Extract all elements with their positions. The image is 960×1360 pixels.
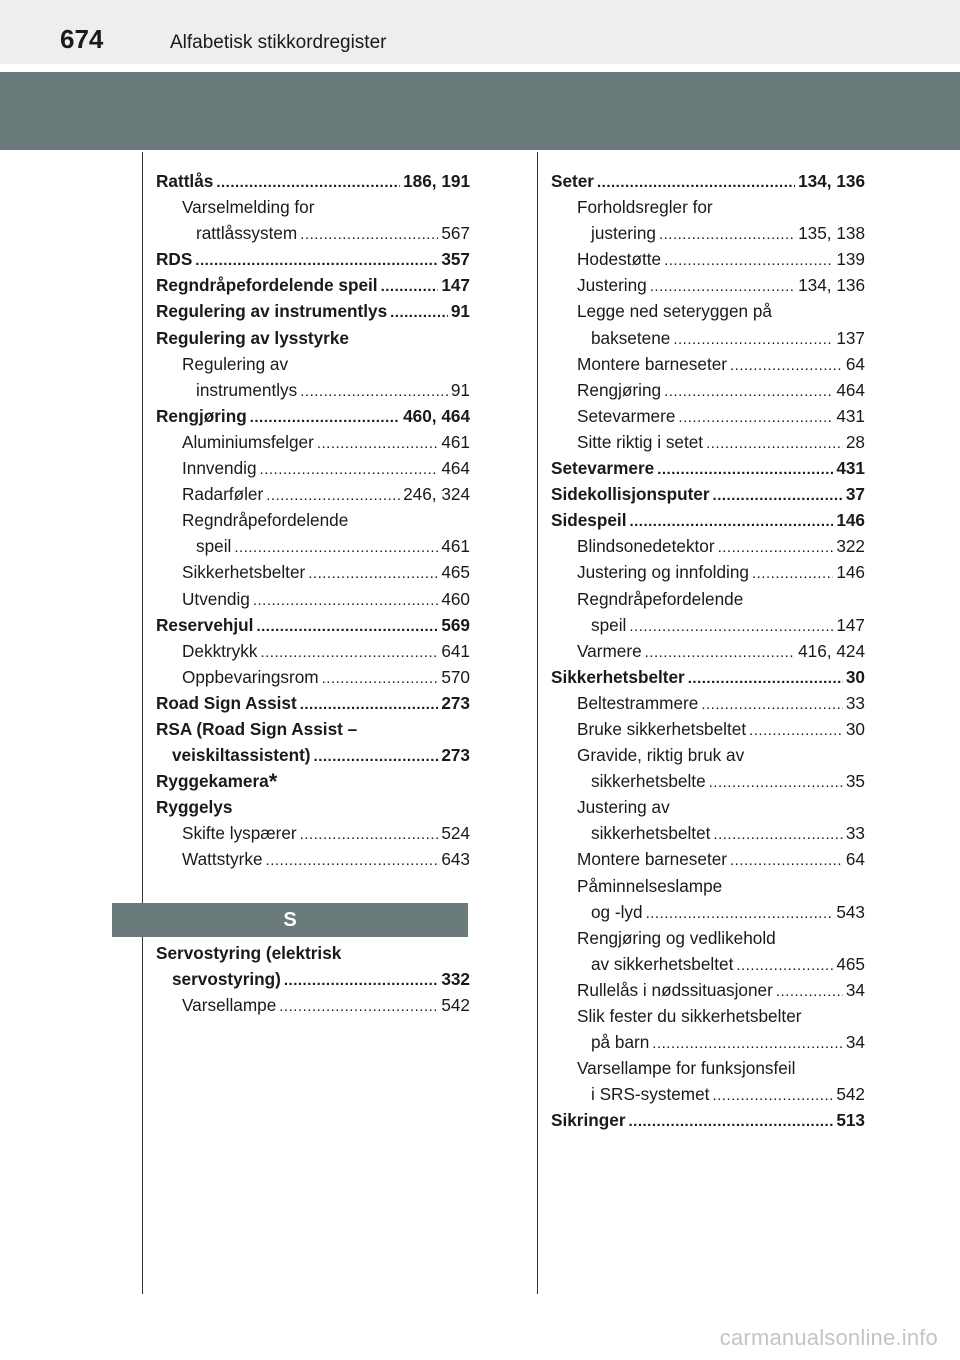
index-entry <box>551 586 865 612</box>
dot-leader <box>300 379 448 405</box>
index-entry <box>156 194 470 220</box>
page-reference: 641 <box>441 640 470 661</box>
index-term: Radarføler <box>182 484 264 505</box>
page-reference: 464 <box>836 379 865 400</box>
index-column-right <box>551 168 865 1133</box>
page-reference: 37 <box>845 484 865 505</box>
section-header-s: S <box>112 903 468 937</box>
dot-leader <box>688 666 843 692</box>
page-reference: 134, 136 <box>798 171 865 191</box>
index-term: Rengjøring <box>577 379 662 400</box>
footer-watermark: carmanualsonline.info <box>719 1325 938 1350</box>
index-entry <box>156 429 470 455</box>
index-entry <box>551 690 865 716</box>
index-entry <box>156 220 470 246</box>
index-term: RDS <box>156 249 193 270</box>
index-entry <box>156 586 470 612</box>
index-term: Varsellampe for funksjonsfeil <box>577 1058 796 1079</box>
index-entry <box>156 455 470 481</box>
header-bar <box>0 0 960 64</box>
page-reference: 643 <box>441 849 470 870</box>
dot-leader <box>629 614 833 640</box>
dot-leader <box>673 327 833 353</box>
index-term: Oppbevaringsrom <box>182 666 319 687</box>
dot-leader <box>629 509 833 535</box>
index-term: Blindsonedetektor <box>577 536 715 557</box>
index-term: Reservehjul <box>156 614 254 635</box>
page-reference: 357 <box>441 249 470 270</box>
index-term: Hodestøtte <box>577 249 662 270</box>
dot-leader <box>629 1109 834 1135</box>
index-term: Bruke sikkerhetsbeltet <box>577 718 747 739</box>
index-term: Ryggelys <box>156 797 233 818</box>
index-term: Sikkerhetsbelter <box>551 666 685 687</box>
dot-leader <box>678 405 833 431</box>
page-reference: 273 <box>441 745 470 766</box>
index-term: Justering av <box>577 797 670 818</box>
index-entry <box>551 768 865 794</box>
index-entry <box>551 377 865 403</box>
index-term: på barn <box>591 1032 650 1053</box>
index-entry <box>156 507 470 533</box>
page-reference: 30 <box>845 666 865 687</box>
index-entry <box>156 272 470 298</box>
index-term: RSA (Road Sign Assist – <box>156 718 358 739</box>
index-entry: Ryggekamera * <box>156 769 278 795</box>
index-term: sikkerhetsbelte <box>591 771 706 792</box>
index-term: og -lyd <box>591 901 643 922</box>
page-reference: 146 <box>836 562 865 583</box>
index-entry <box>551 1055 865 1081</box>
index-entry <box>551 1081 865 1107</box>
index-term: justering <box>591 223 656 244</box>
dot-leader <box>713 483 843 509</box>
index-term: Sidespeil <box>551 510 627 531</box>
index-term: Dekktrykk <box>182 640 258 661</box>
page-reference: 246, 324 <box>403 484 470 505</box>
index-entry <box>156 664 470 690</box>
page-reference: 147 <box>441 275 470 296</box>
dot-leader <box>730 353 843 379</box>
index-entry <box>551 794 865 820</box>
dot-leader <box>234 535 438 561</box>
page-reference: 570 <box>441 666 470 687</box>
dot-leader <box>712 1083 833 1109</box>
index-term: Varselmelding for <box>182 197 315 218</box>
page-reference: 460, 464 <box>403 405 470 426</box>
index-entry <box>551 246 865 272</box>
dot-leader <box>322 666 439 692</box>
dot-leader <box>300 822 439 848</box>
index-entry <box>156 168 470 194</box>
dot-leader <box>314 744 439 770</box>
dot-leader <box>664 248 833 274</box>
index-entry <box>551 638 865 664</box>
index-entry <box>156 992 470 1018</box>
dot-leader <box>300 692 439 718</box>
index-term: Utvendig <box>182 588 250 609</box>
index-entry <box>551 977 865 1003</box>
index-column-left-s <box>156 940 470 1018</box>
page-reference: 64 <box>845 353 865 374</box>
index-term: Skifte lyspærer <box>182 823 297 844</box>
dot-leader <box>664 379 833 405</box>
index-entry <box>551 873 865 899</box>
index-term: speil <box>591 614 627 635</box>
index-entry <box>156 559 470 585</box>
index-entry <box>551 455 865 481</box>
index-term: Regndråpefordelende speil <box>156 275 378 296</box>
page-reference: 186, 191 <box>403 171 470 191</box>
page-reference: 416, 424 <box>798 640 865 661</box>
left-divider <box>142 152 143 1294</box>
index-term: Rattlås <box>156 171 214 191</box>
page-reference: 34 <box>845 979 865 1000</box>
index-term: Sikkerhetsbelter <box>182 562 306 583</box>
index-term: Varmere <box>577 640 642 661</box>
index-term: av sikkerhetsbeltet <box>591 953 734 974</box>
index-term: Regulering av <box>182 353 289 374</box>
index-entry <box>156 820 470 846</box>
index-entry <box>156 846 470 872</box>
index-entry <box>551 925 865 951</box>
index-entry <box>156 246 470 272</box>
index-entry <box>156 298 470 324</box>
index-entry <box>551 403 865 429</box>
dot-leader <box>718 535 834 561</box>
dot-leader <box>736 953 833 979</box>
page-reference: 273 <box>441 692 470 713</box>
page-reference: 28 <box>845 431 865 452</box>
index-term: Seter <box>551 171 594 191</box>
index-list-s <box>156 940 470 1018</box>
index-entry <box>551 481 865 507</box>
dot-leader <box>317 431 438 457</box>
page-number: 674 <box>60 24 104 54</box>
page-reference: 567 <box>441 223 470 244</box>
index-term: sikkerhetsbeltet <box>591 823 711 844</box>
page-reference: 139 <box>836 249 865 270</box>
page-reference: 146 <box>836 510 865 531</box>
page-reference: 332 <box>441 969 470 990</box>
index-term: Forholdsregler for <box>577 197 713 218</box>
index-term: Rengjøring <box>156 405 247 426</box>
index-entry <box>551 899 865 925</box>
index-entry <box>551 194 865 220</box>
index-term: Servostyring (elektrisk <box>156 943 342 963</box>
page-reference: 431 <box>836 405 865 426</box>
page-reference: 322 <box>836 536 865 557</box>
page-title: Alfabetisk stikkordregister <box>170 32 387 53</box>
index-term: Justering og innfolding <box>577 562 749 583</box>
page-reference: 464 <box>441 458 470 479</box>
dot-leader <box>260 640 438 666</box>
dot-leader <box>730 848 843 874</box>
page-reference: 465 <box>441 562 470 583</box>
index-list-s-right <box>551 168 865 1133</box>
dot-leader <box>256 614 438 640</box>
index-term: Legge ned seteryggen på <box>577 301 772 322</box>
index-term: Montere barneseter <box>577 353 727 374</box>
dot-leader <box>260 457 439 483</box>
index-entry <box>156 533 470 559</box>
index-term: Sikringer <box>551 1110 626 1131</box>
index-entry <box>156 612 470 638</box>
dot-leader <box>308 561 438 587</box>
page-reference: 431 <box>836 458 865 479</box>
index-entry <box>551 429 865 455</box>
page-reference: 461 <box>441 431 470 452</box>
dot-leader <box>701 692 843 718</box>
index-entry <box>551 951 865 977</box>
index-term: Varsellampe <box>182 995 277 1016</box>
page-reference: 569 <box>441 614 470 635</box>
page-reference: 513 <box>836 1110 865 1131</box>
page-reference: 542 <box>441 995 470 1016</box>
index-term: Rullelås i nødssituasjoner <box>577 979 773 1000</box>
index-term: Aluminiumsfelger <box>182 431 314 452</box>
dot-leader <box>381 274 439 300</box>
index-term: Innvendig <box>182 458 257 479</box>
index-entry <box>156 325 470 351</box>
index-entry <box>156 716 470 742</box>
page-reference: 91 <box>450 301 470 322</box>
index-term: Sitte riktig i setet <box>577 431 704 452</box>
index-term: instrumentlys <box>196 379 298 400</box>
index-entry <box>551 298 865 324</box>
page-reference: 461 <box>441 536 470 557</box>
index-term: Gravide, riktig bruk av <box>577 745 745 766</box>
index-list-r <box>156 168 470 873</box>
page-reference: 524 <box>441 823 470 844</box>
dot-leader <box>659 222 795 248</box>
index-term: speil <box>196 536 232 557</box>
dot-leader <box>776 979 843 1005</box>
index-term: Regulering av instrumentlys <box>156 301 388 322</box>
index-entry <box>156 638 470 664</box>
header-band <box>0 72 960 150</box>
page-reference: 460 <box>441 588 470 609</box>
page-reference: 135, 138 <box>798 223 865 244</box>
index-entry <box>551 507 865 533</box>
dot-leader <box>646 901 834 927</box>
index-term: Montere barneseter <box>577 849 727 870</box>
index-entry <box>551 1107 865 1133</box>
index-entry <box>551 1003 865 1029</box>
dot-leader <box>645 640 795 666</box>
dot-leader <box>195 248 438 274</box>
index-term: Påminnelseslampe <box>577 875 723 896</box>
index-entry <box>551 612 865 638</box>
index-entry <box>551 533 865 559</box>
page-reference: 35 <box>845 771 865 792</box>
page-reference: 64 <box>845 849 865 870</box>
dot-leader <box>250 405 400 431</box>
index-entry <box>156 940 470 966</box>
dot-leader <box>253 588 438 614</box>
index-entry <box>551 846 865 872</box>
index-term: Road Sign Assist <box>156 692 297 713</box>
index-entry <box>551 742 865 768</box>
page-reference: 137 <box>836 327 865 348</box>
index-term: Setevarmere <box>577 405 676 426</box>
index-term: Regndråpefordelende <box>577 588 744 609</box>
index-term: i SRS-systemet <box>591 1084 710 1105</box>
page-reference: 33 <box>845 692 865 713</box>
dot-leader <box>752 561 833 587</box>
page-reference: 30 <box>845 718 865 739</box>
dot-leader <box>279 994 438 1020</box>
index-entry <box>551 716 865 742</box>
index-entry <box>156 481 470 507</box>
dot-leader <box>657 457 833 483</box>
dot-leader <box>749 718 843 744</box>
index-column-left <box>156 168 470 873</box>
dot-leader <box>300 222 438 248</box>
dot-leader <box>597 170 795 196</box>
index-entry <box>551 272 865 298</box>
dot-leader <box>390 300 448 326</box>
index-term: Sidekollisjonsputer <box>551 484 710 505</box>
index-entry <box>551 351 865 377</box>
index-term: servostyring) <box>172 969 281 990</box>
page-reference: 34 <box>845 1032 865 1053</box>
index-entry <box>156 377 470 403</box>
page-reference: 134, 136 <box>798 275 865 296</box>
index-entry <box>551 325 865 351</box>
index-term: Wattstyrke <box>182 849 263 870</box>
index-entry <box>156 794 470 820</box>
index-entry <box>156 966 470 992</box>
page-reference: 91 <box>450 379 470 400</box>
index-entry <box>551 220 865 246</box>
dot-leader <box>706 431 843 457</box>
index-term: Slik fester du sikkerhetsbelter <box>577 1006 802 1026</box>
dot-leader <box>284 968 438 994</box>
index-term: Beltestrammere <box>577 692 699 713</box>
dot-leader <box>652 1031 843 1057</box>
index-entry <box>551 168 865 194</box>
page-reference: 542 <box>836 1084 865 1105</box>
index-entry <box>551 1029 865 1055</box>
dot-leader <box>713 822 842 848</box>
index-term: Ryggekamera <box>156 771 269 792</box>
index-term: rattlåssystem <box>196 223 298 244</box>
page-reference: 147 <box>836 614 865 635</box>
index-entry <box>156 742 470 768</box>
dot-leader <box>216 170 400 196</box>
index-term: veiskiltassistent) <box>172 745 311 766</box>
index-entry <box>156 351 470 377</box>
index-term: Justering <box>577 275 647 296</box>
center-divider <box>537 152 538 1294</box>
page-reference: 465 <box>836 953 865 974</box>
dot-leader <box>709 770 843 796</box>
index-term: Setevarmere <box>551 458 655 479</box>
index-term: Regulering av lysstyrke <box>156 327 349 348</box>
dot-leader <box>266 848 439 874</box>
index-entry <box>156 403 470 429</box>
index-term: baksetene <box>591 327 671 348</box>
page-reference: 543 <box>836 901 865 922</box>
index-entry <box>551 664 865 690</box>
index-entry <box>156 690 470 716</box>
dot-leader <box>266 483 400 509</box>
dot-leader <box>650 274 795 300</box>
index-term: Regndråpefordelende <box>182 510 349 531</box>
page-reference: 33 <box>845 823 865 844</box>
index-entry <box>551 559 865 585</box>
index-entry <box>551 820 865 846</box>
index-term: Rengjøring og vedlikehold <box>577 927 776 948</box>
